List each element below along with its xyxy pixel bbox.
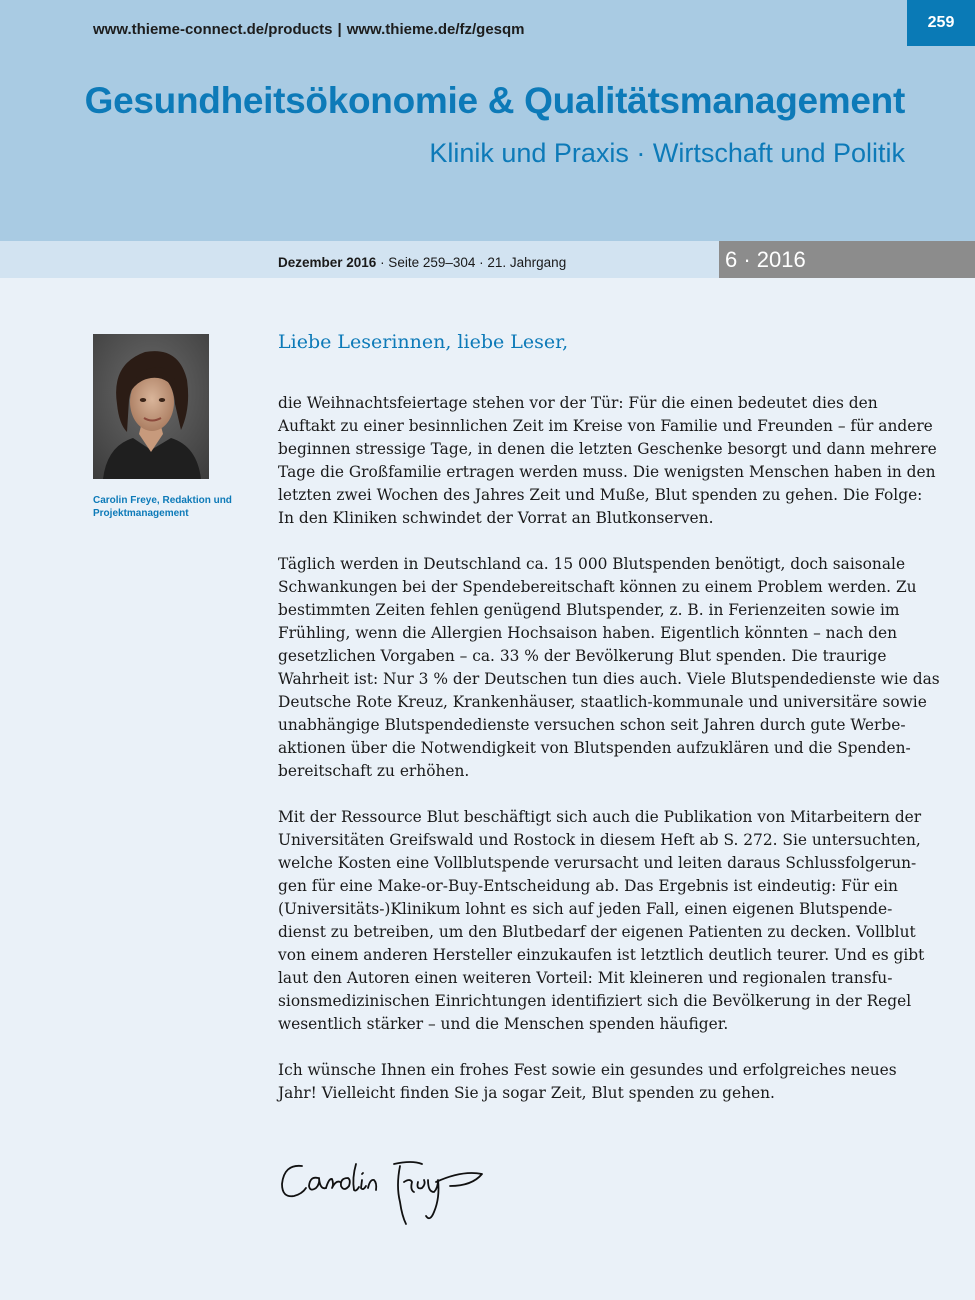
text-line: Schwankungen bei der Spendebereitschaft können zu einem Problem werden. Zu	[278, 578, 917, 596]
text-line: Jahr! Vielleicht finden Sie ja sogar Zeit, Blut spenden zu gehen.	[278, 1084, 775, 1102]
url-gesqm-link[interactable]: www.thieme.de/fz/gesqm	[346, 21, 525, 38]
header-urls	[93, 21, 525, 38]
issue-date: Dezember 2016	[278, 255, 377, 270]
text-line: bestimmten Zeiten fehlen genügend Blutspender, z. B. in Ferienzeiten sowie im	[278, 601, 900, 619]
issue-pages-volume: · Seite 259–304 · 21. Jahrgang	[376, 255, 567, 270]
text-line: Tage die Großfamilie ertragen werden muss. Die wenigsten Menschen haben in den	[278, 463, 936, 481]
journal-title: Gesundheitsökonomie & Qualitätsmanagement	[84, 80, 905, 121]
text-line: gesetzlichen Vorgaben – ca. 33 % der Bevölkerung Blut spenden. Die traurige	[278, 647, 887, 665]
text-line: aktionen über die Notwendigkeit von Blutspenden aufzuklären und die Spenden-	[278, 739, 911, 757]
issue-number-box: 6 · 2016	[719, 241, 975, 278]
author-portrait-icon	[93, 334, 209, 479]
url-separator: |	[337, 21, 342, 38]
journal-subtitle: Klinik und Praxis · Wirtschaft und Politik	[429, 138, 905, 168]
page-number-badge: 259	[907, 0, 975, 46]
text-line: gen für eine Make-or-Buy-Entscheidung ab. Das Ergebnis ist eindeutig: Für ein	[278, 877, 898, 895]
text-line: Täglich werden in Deutschland ca. 15 000 Blutspenden benötigt, doch saisonale	[278, 555, 906, 573]
paragraph	[278, 553, 940, 783]
text-line: Universitäten Greifswald und Rostock in diesem Heft ab S. 272. Sie untersuchten,	[278, 831, 921, 849]
text-line: Deutsche Rote Kreuz, Krankenhäuser, staatlich-kommunale und universitäre sowie	[278, 693, 927, 711]
paragraph	[278, 806, 925, 1036]
text-line: Ich wünsche Ihnen ein frohes Fest sowie ein gesundes und erfolgreiches neues	[278, 1061, 897, 1079]
text-line: welche Kosten eine Vollblutspende verursacht und leiten daraus Schlussfolgerun-	[278, 854, 917, 872]
paragraph	[278, 392, 937, 530]
text-line: letzten zwei Wochen des Jahres Zeit und Muße, Blut spenden zu gehen. Die Folge:	[278, 486, 923, 504]
text-line: wesentlich stärker – und die Menschen spenden häufiger.	[278, 1015, 729, 1033]
text-line: von einem anderen Hersteller einzukaufen ist letztlich deutlich teurer. Und es gibt	[278, 946, 925, 964]
issue-info-line	[278, 255, 566, 270]
text-line: unabhängige Blutspendedienste versuchen schon seit Jahren durch gute Werbe-	[278, 716, 906, 734]
letter-greeting: Liebe Leserinnen, liebe Leser,	[278, 331, 569, 353]
text-line: Mit der Ressource Blut beschäftigt sich auch die Publikation von Mitarbeitern der	[278, 808, 922, 826]
author-caption: Carolin Freye, Redaktion und Projektmanagement	[93, 495, 232, 519]
text-line: bereitschaft zu erhöhen.	[278, 762, 470, 780]
text-line: Auftakt zu einer besinnlichen Zeit im Kreise von Familie und Freunden – für andere	[278, 417, 933, 435]
text-line: die Weihnachtsfeiertage stehen vor der Tür: Für die einen bedeutet dies den	[278, 394, 878, 412]
url-thieme-connect-link[interactable]: www.thieme-connect.de/products	[93, 21, 333, 38]
handwritten-signature-icon	[272, 1152, 492, 1232]
paragraph	[278, 1059, 918, 1105]
text-line: (Universitäts-)Klinikum lohnt es sich auf jeden Fall, einen eigenen Blutspende-	[278, 900, 893, 918]
text-line: dienst zu betreiben, um den Blutbedarf der eigenen Patienten zu decken. Vollblut	[278, 923, 916, 941]
text-line: sionsmedizinischen Einrichtungen identifiziert sich die Bevölkerung in der Regel	[278, 992, 912, 1010]
text-line: In den Kliniken schwindet der Vorrat an Blutkonserven.	[278, 509, 714, 527]
text-line: Frühling, wenn die Allergien Hochsaison haben. Eigentlich könnten – nach den	[278, 624, 898, 642]
text-line: beginnen stressige Tage, in denen die letzten Geschenke besorgt und dann mehrere	[278, 440, 937, 458]
text-line: Wahrheit ist: Nur 3 % der Deutschen tun dies auch. Viele Blutspendedienste wie das	[278, 670, 940, 688]
letter-body	[278, 392, 940, 1128]
text-line: laut den Autoren einen weiteren Vorteil: Mit kleineren und regionalen transfu-	[278, 969, 893, 987]
